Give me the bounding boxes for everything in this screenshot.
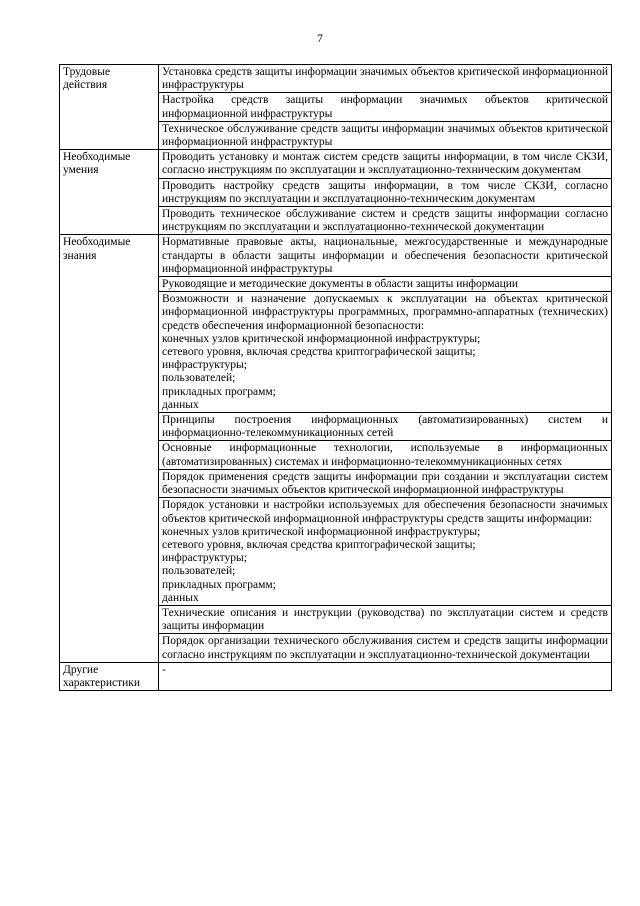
requirement-text: Проводить настройку средств защиты информации, в том числе СКЗИ, согласно инструкциям по эксплуатации и эксплуатационно-техническим документам — [159, 178, 612, 206]
requirement-text: Основные информационные технологии, используемые в информационных (автоматизированных) системах и информационно-телекоммуникационных сетях — [159, 441, 612, 469]
section-label: Необходимые умения — [60, 150, 159, 235]
requirement-list-item: пользователей; — [162, 565, 236, 578]
requirement-cell — [159, 292, 612, 413]
table-row — [60, 235, 612, 277]
table-row — [60, 150, 612, 178]
requirement-text: Технические описания и инструкции (руководства) по эксплуатации систем и средств защиты информации — [159, 605, 612, 633]
page-number: 7 — [317, 33, 323, 45]
section-label: Другие характеристики — [60, 662, 159, 690]
requirement-text: Принципы построения информационных (автоматизированных) систем и информационно-телекоммуникационных сетей — [159, 413, 612, 441]
requirement-list-item: данных — [162, 398, 199, 411]
requirement-text: Порядок организации технического обслуживания систем и средств защиты информации согласно инструкциям по эксплуатации и эксплуатационно-технической документации — [159, 634, 612, 662]
requirements-table — [59, 64, 612, 691]
requirement-list-item: прикладных программ; — [162, 385, 276, 398]
requirement-text: Проводить техническое обслуживание систем и средств защиты информации согласно инструкциям по эксплуатации и эксплуатационно-технической документации — [159, 207, 612, 235]
requirement-text: Возможности и назначение допускаемых к эксплуатации на объектах критической информационной инфраструктуры программных, программно-аппаратных (технических) средств обеспечения информационной безопасности: — [162, 293, 608, 332]
requirement-text: Порядок применения средств защиты информации при создании и эксплуатации систем безопасности значимых объектов критической информационной инфраструктуры — [159, 469, 612, 497]
requirement-list-item: инфраструктуры; — [162, 552, 247, 565]
table-row — [60, 662, 612, 690]
requirement-list-item: конечных узлов критической информационной инфраструктуры; — [162, 525, 481, 538]
requirement-list-item: прикладных программ; — [162, 578, 276, 591]
table-row — [60, 65, 612, 93]
requirement-list-item: сетевого уровня, включая средства криптографической защиты; — [162, 346, 476, 359]
requirement-text: Руководящие и методические документы в области защиты информации — [159, 277, 612, 292]
requirement-list-item: данных — [162, 591, 199, 604]
requirement-text: Настройка средств защиты информации значимых объектов критической информационной инфраструктуры — [159, 93, 612, 121]
requirement-list-item: инфраструктуры; — [162, 359, 247, 372]
section-label: Трудовые действия — [60, 65, 159, 150]
requirement-list-item: пользователей; — [162, 372, 236, 385]
requirement-list-item: конечных узлов критической информационной инфраструктуры; — [162, 332, 481, 345]
requirement-list-item: сетевого уровня, включая средства криптографической защиты; — [162, 538, 476, 551]
requirement-cell — [159, 498, 612, 606]
requirement-text: Техническое обслуживание средств защиты информации значимых объектов критической информационной инфраструктуры — [159, 121, 612, 149]
requirement-text: Нормативные правовые акты, национальные, межгосударственные и международные стандарты в области защиты информации и обеспечения безопасности критической информационной инфраструктуры — [159, 235, 612, 277]
requirement-text: Установка средств защиты информации значимых объектов критической информационной инфраструктуры — [159, 65, 612, 93]
section-label: Необходимые знания — [60, 235, 159, 662]
requirement-text: - — [159, 662, 612, 690]
requirement-text: Порядок установки и настройки используемых для обеспечения безопасности значимых объектов критической информационной инфраструктуры средств защиты информации: — [162, 499, 608, 525]
requirement-text: Проводить установку и монтаж систем средств защиты информации, в том числе СКЗИ, согласно инструкциям по эксплуатации и эксплуатационно-техническим документам — [159, 150, 612, 178]
